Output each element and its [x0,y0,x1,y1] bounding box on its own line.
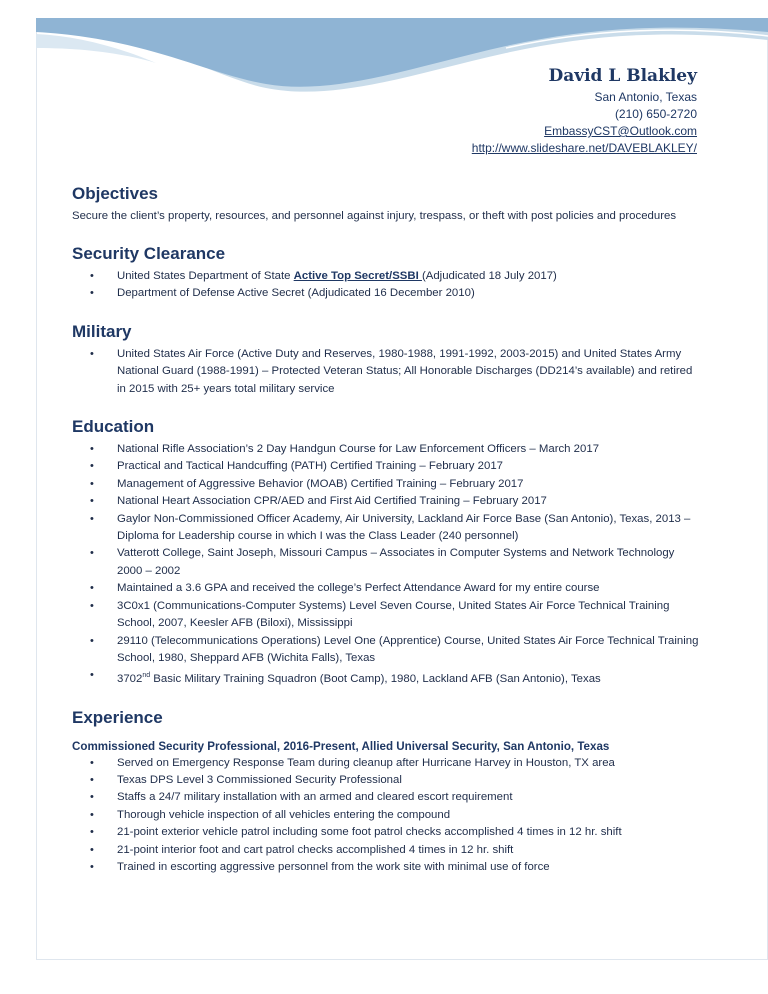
education-list [72,441,700,688]
education-text: Vatterott College, Saint Joseph, Missouri Campus – Associates in Computer Systems and Network Technology 2000 – 2002 [117,547,675,577]
bullet-icon: • [90,860,94,873]
clearance-highlight: Active Top Secret/SSBI [293,270,422,282]
experience-text: Trained in escorting aggressive personnel from the work site with minimal use of force [117,860,550,873]
list-item [72,633,700,668]
experience-text: Staffs a 24/7 military installation with an armed and cleared escort requirement [117,791,513,804]
list-item [72,859,700,876]
military-heading: Military [72,321,132,341]
clearance-text: United States Department of State [117,270,294,282]
list-item [72,755,700,772]
objectives-section [72,184,700,225]
education-text: Maintained a 3.6 GPA and received the college’s Perfect Attendance Award for my entire course [117,582,600,595]
contact-header [472,66,697,157]
list-item [72,511,700,546]
list-item [72,842,700,859]
military-section [72,322,700,398]
list-item [72,441,700,458]
experience-text: 21-point interior foot and cart patrol checks accomplished 4 times in 12 hr. shift [117,843,514,856]
bullet-icon: • [90,443,94,456]
bullet-icon: • [90,460,94,473]
clearance-list [72,268,700,303]
experience-text: Served on Emergency Response Team during cleanup after Hurricane Harvey in Houston, TX area [117,756,615,769]
military-text: United States Air Force (Active Duty and Reserves, 1980-1988, 1991-1992, 2003-2015) and United States Army National Guard (1988-1991) – Protected Veteran Status; All Honorable Discharges (DD214’s available) and retired in 2015 with 25+ years total military service [117,347,693,395]
candidate-name: David L Blakley [548,66,697,86]
education-text: 3C0x1 (Communications-Computer Systems) Level Seven Course, United States Air Force Technical Training School, 2007, Keesler AFB (Biloxi), Mississippi [117,599,670,630]
education-text: Practical and Tactical Handcuffing (PATH) Certified Training – February 2017 [117,460,503,473]
resume-body [72,184,700,895]
list-item [72,598,700,633]
experience-list [72,755,700,877]
list-item [72,789,700,806]
list-item [72,772,700,789]
education-text: National Heart Association CPR/AED and First Aid Certified Training – February 2017 [117,495,547,508]
bullet-icon: • [90,477,94,490]
clearance-heading: Security Clearance [72,244,226,263]
list-item [72,285,700,302]
education-section [72,417,700,688]
experience-text: Texas DPS Level 3 Commissioned Security Professional [117,773,402,786]
bullet-icon: • [90,808,94,821]
education-text: Management of Aggressive Behavior (MOAB) Certified Training – February 2017 [117,477,524,490]
bullet-icon: • [90,634,94,647]
experience-text: 21-point exterior vehicle patrol including some foot patrol checks accomplished 4 times in 12 hr. shift [117,826,622,839]
experience-heading: Experience [72,707,163,727]
phone-number: (210) 650-2720 [614,107,697,121]
list-item [72,268,700,285]
email-link[interactable]: EmbassyCST@Outlook.com [544,124,697,138]
bullet-icon: • [90,347,94,360]
list-item [72,807,700,824]
list-item [72,476,700,493]
bullet-icon: • [90,512,94,525]
education-text: Basic Military Training Squadron (Boot Camp), 1980, Lackland AFB (San Antonio), Texas [150,673,601,686]
objectives-heading: Objectives [72,184,158,203]
bullet-icon: • [90,287,94,300]
clearance-text: Department of Defense Active Secret (Adjudicated 16 December 2010) [117,287,475,300]
military-list [72,346,700,398]
list-item [72,458,700,475]
objectives-text: Secure the client’s property, resources, and personnel against injury, trespass, or theft with post policies and procedures [72,210,677,222]
bullet-icon: • [90,843,94,856]
website-link[interactable]: http://www.slideshare.net/DAVEBLAKLEY/ [471,141,697,155]
bullet-icon: • [90,669,94,682]
list-item [72,346,700,398]
bullet-icon: • [90,599,94,612]
experience-text: Thorough vehicle inspection of all vehicles entering the compound [117,808,451,821]
experience-section [72,708,700,877]
education-text: National Rifle Association’s 2 Day Handgun Course for Law Enforcement Officers – March 2017 [117,443,600,456]
ordinal-suffix: nd [142,672,151,680]
list-item [72,824,700,841]
bullet-icon: • [90,547,94,560]
bullet-icon: • [90,495,94,508]
clearance-date: (Adjudicated 18 July 2017) [421,270,557,282]
job-title: Commissioned Security Professional, 2016-Present, Allied Universal Security, San Antonio, Texas [72,739,610,753]
clearance-section [72,244,700,303]
education-text: Gaylor Non-Commissioned Officer Academy, Air University, Lackland Air Force Base (San Antonio), Texas, 2013 – Diploma for Leadership course in which I was the Class Leader (240 personnel) [117,512,691,543]
bullet-icon: • [90,826,94,839]
list-item [72,493,700,510]
list-item [72,545,700,580]
bullet-icon: • [90,756,94,769]
education-heading: Education [72,417,155,437]
education-text: 29110 (Telecommunications Operations) Level One (Apprentice) Course, United States Air Force Technical Training School, 1980, Sheppard AFB (Wichita Falls), Texas [117,634,699,664]
list-item [72,667,700,688]
education-number: 3702 [117,673,143,686]
location: San Antonio, Texas [594,90,697,104]
bullet-icon: • [90,582,94,595]
list-item [72,580,700,597]
bullet-icon: • [90,270,94,282]
bullet-icon: • [90,773,94,786]
bullet-icon: • [90,791,94,804]
